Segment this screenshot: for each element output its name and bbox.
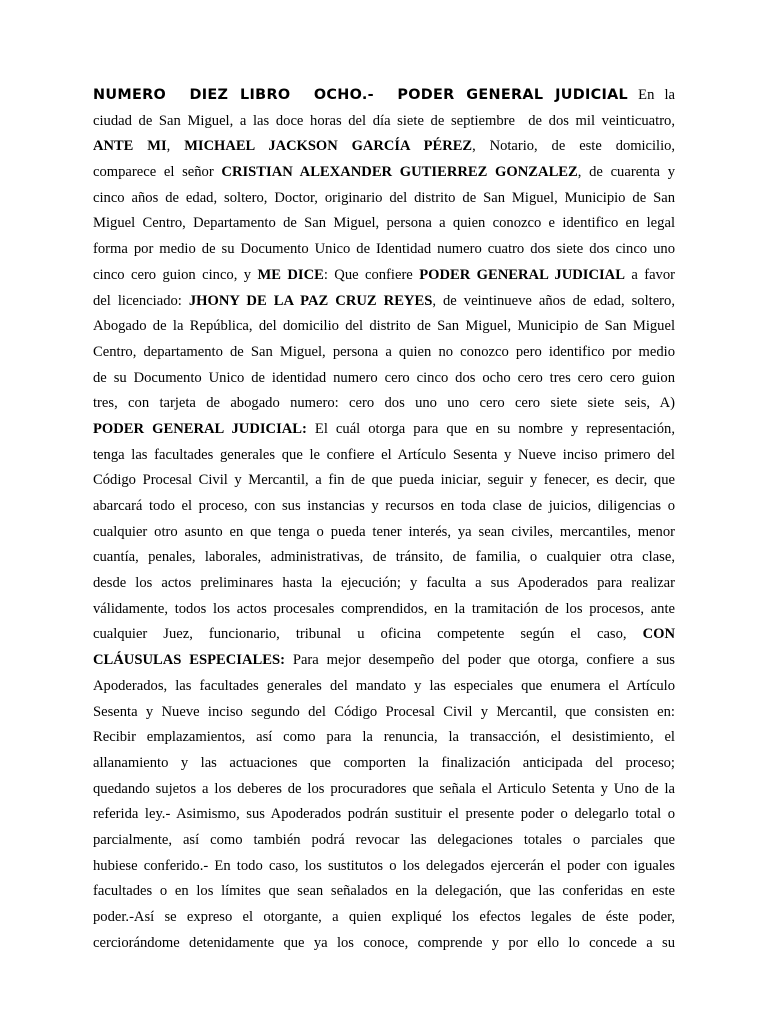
document-line — [93, 648, 675, 674]
text-segment: cerciorándome detenidamente que ya los conoce, comprende y por ello lo concede a su — [93, 934, 675, 951]
bold-text-segment: JHONY DE LA PAZ CRUZ REYES — [188, 292, 433, 309]
text-segment: ciudad de San Miguel, a las doce horas del día siete de septiembre de dos mil veinticuatro, — [93, 112, 675, 129]
text-segment: , de veintinueve años de edad, soltero, — [432, 292, 675, 309]
document-line — [93, 417, 675, 443]
text-segment: a favor — [624, 266, 675, 283]
bold-text-segment: PODER GENERAL JUDICIAL — [419, 266, 625, 283]
bold-text-segment: ANTE MI — [93, 138, 167, 155]
document-line — [93, 109, 675, 135]
document-line — [93, 854, 675, 880]
text-segment: comparece el señor — [93, 164, 222, 181]
text-segment: Centro, departamento de San Miguel, persona a quien no conozco pero identifico por medio — [93, 343, 675, 360]
document-line — [93, 340, 675, 366]
document-line — [93, 622, 675, 648]
document-line — [93, 905, 675, 931]
bold-text-segment: PODER GENERAL JUDICIAL: — [93, 420, 307, 437]
text-segment: cualquier Juez, funcionario, tribunal u oficina competente según el caso, — [93, 626, 643, 643]
text-segment: quedando sujetos a los deberes de los procuradores que señala el Articulo Setenta y Uno de la — [93, 780, 675, 797]
document-line — [93, 468, 675, 494]
text-segment: de su Documento Unico de identidad numero cero cinco dos ocho cero tres cero cero guion — [93, 369, 675, 386]
text-segment: tres, con tarjeta de abogado numero: cero dos uno uno cero cero siete siete seis, A) — [93, 395, 675, 412]
text-segment: referida ley.- Asimismo, sus Apoderados podrán sustituir el presente poder o delegarlo total o — [93, 806, 675, 823]
text-segment: Sesenta y Nueve inciso segundo del Código Procesal Civil y Mercantil, que consisten en: — [93, 703, 675, 720]
text-segment: válidamente, todos los actos procesales comprendidos, en la tramitación de los procesos, ante — [93, 600, 675, 617]
document-line — [93, 828, 675, 854]
text-segment: : Que confiere — [323, 266, 420, 283]
text-segment: allanamiento y las actuaciones que comporten la finalización anticipada del proceso; — [93, 754, 675, 771]
document-line — [93, 263, 675, 289]
document-line — [93, 751, 675, 777]
text-segment: Abogado de la República, del domicilio del distrito de San Miguel, Municipio de San Miguel — [93, 318, 675, 335]
document-line — [93, 366, 675, 392]
text-segment: Miguel Centro, Departamento de San Miguel, persona a quien conozco e identifico en legal — [93, 215, 675, 232]
document-line — [93, 802, 675, 828]
document-line — [93, 314, 675, 340]
document-line — [93, 545, 675, 571]
text-segment: Apoderados, las facultades generales del mandato y las especiales que enumera el Artículo — [93, 677, 675, 694]
document-line — [93, 520, 675, 546]
document-line — [93, 725, 675, 751]
document-line — [93, 879, 675, 905]
text-segment: del licenciado: — [93, 292, 189, 309]
document-line — [93, 700, 675, 726]
text-segment: Para mejor desempeño del poder que otorga, confiere a sus — [284, 652, 675, 669]
text-segment: cuantía, penales, laborales, administrativas, de tránsito, de familia, o cualquier otra clase, — [93, 549, 675, 566]
document-line — [93, 237, 675, 263]
text-segment: cinco cero guion cinco, y — [93, 266, 258, 283]
document-line — [93, 931, 675, 957]
text-segment: abarcará todo el proceso, con sus instancias y recursos en toda clase de juicios, diligencias o — [93, 498, 675, 514]
text-segment: El cuál otorga para que en su nombre y representación, — [306, 420, 675, 437]
text-segment: parcialmente, así como también podrá revocar las delegaciones totales o parciales que — [93, 831, 675, 848]
document-body — [93, 83, 675, 956]
text-segment: cualquier otro asunto en que tenga o pueda tener interés, ya sean civiles, mercantiles, menor — [93, 523, 675, 540]
text-segment: , de cuarenta y — [577, 164, 675, 181]
document-line — [93, 674, 675, 700]
bold-text-segment: CON — [642, 626, 675, 643]
text-segment: poder.-Así se expreso el otorgante, a quien expliqué los efectos legales de éste poder, — [93, 909, 675, 925]
document-line — [93, 134, 675, 160]
text-segment: desde los actos preliminares hasta la ejecución; y faculta a sus Apoderados para realizar — [93, 575, 675, 592]
document-line — [93, 443, 675, 469]
bold-text-segment: ME DICE — [257, 266, 324, 283]
text-segment: cinco años de edad, soltero, Doctor, originario del distrito de San Miguel, Municipio de San — [93, 189, 675, 206]
text-segment: , Notario, de este domicilio, — [472, 138, 675, 155]
text-segment: En la — [628, 87, 675, 103]
text-segment: tenga las facultades generales que le confiere el Artículo Sesenta y Nueve inciso primero del — [93, 446, 675, 463]
document-line — [93, 211, 675, 237]
document-line — [93, 391, 675, 417]
text-segment: facultades o en los límites que sean señalados en la delegación, que las conferidas en este — [93, 883, 675, 900]
document-line — [93, 289, 675, 315]
bold-text-segment: CRISTIAN ALEXANDER GUTIERREZ GONZALEZ — [221, 164, 578, 181]
document-line — [93, 777, 675, 803]
document-line — [93, 494, 675, 520]
bold-text-segment: NUMERO DIEZ LIBRO OCHO.- PODER GENERAL JUDICIAL — [93, 87, 629, 103]
document-line — [93, 597, 675, 623]
text-segment: Código Procesal Civil y Mercantil, a fin de que pueda iniciar, seguir y fenecer, es decir, que — [93, 472, 675, 489]
text-segment: forma por medio de su Documento Unico de Identidad numero cuatro dos siete dos cinco uno — [93, 241, 675, 258]
document-line — [93, 186, 675, 212]
document-line — [93, 160, 675, 186]
text-segment: hubiese conferido.- En todo caso, los sustitutos o los delegados ejercerán el poder con iguales — [93, 857, 675, 874]
text-segment: , — [166, 138, 185, 155]
bold-text-segment: MICHAEL JACKSON GARCÍA PÉREZ — [184, 138, 473, 155]
text-segment: Recibir emplazamientos, así como para la renuncia, la transacción, el desistimiento, el — [93, 729, 675, 746]
document-line — [93, 571, 675, 597]
document-line — [93, 83, 675, 109]
bold-text-segment: CLÁUSULAS ESPECIALES: — [93, 652, 285, 669]
